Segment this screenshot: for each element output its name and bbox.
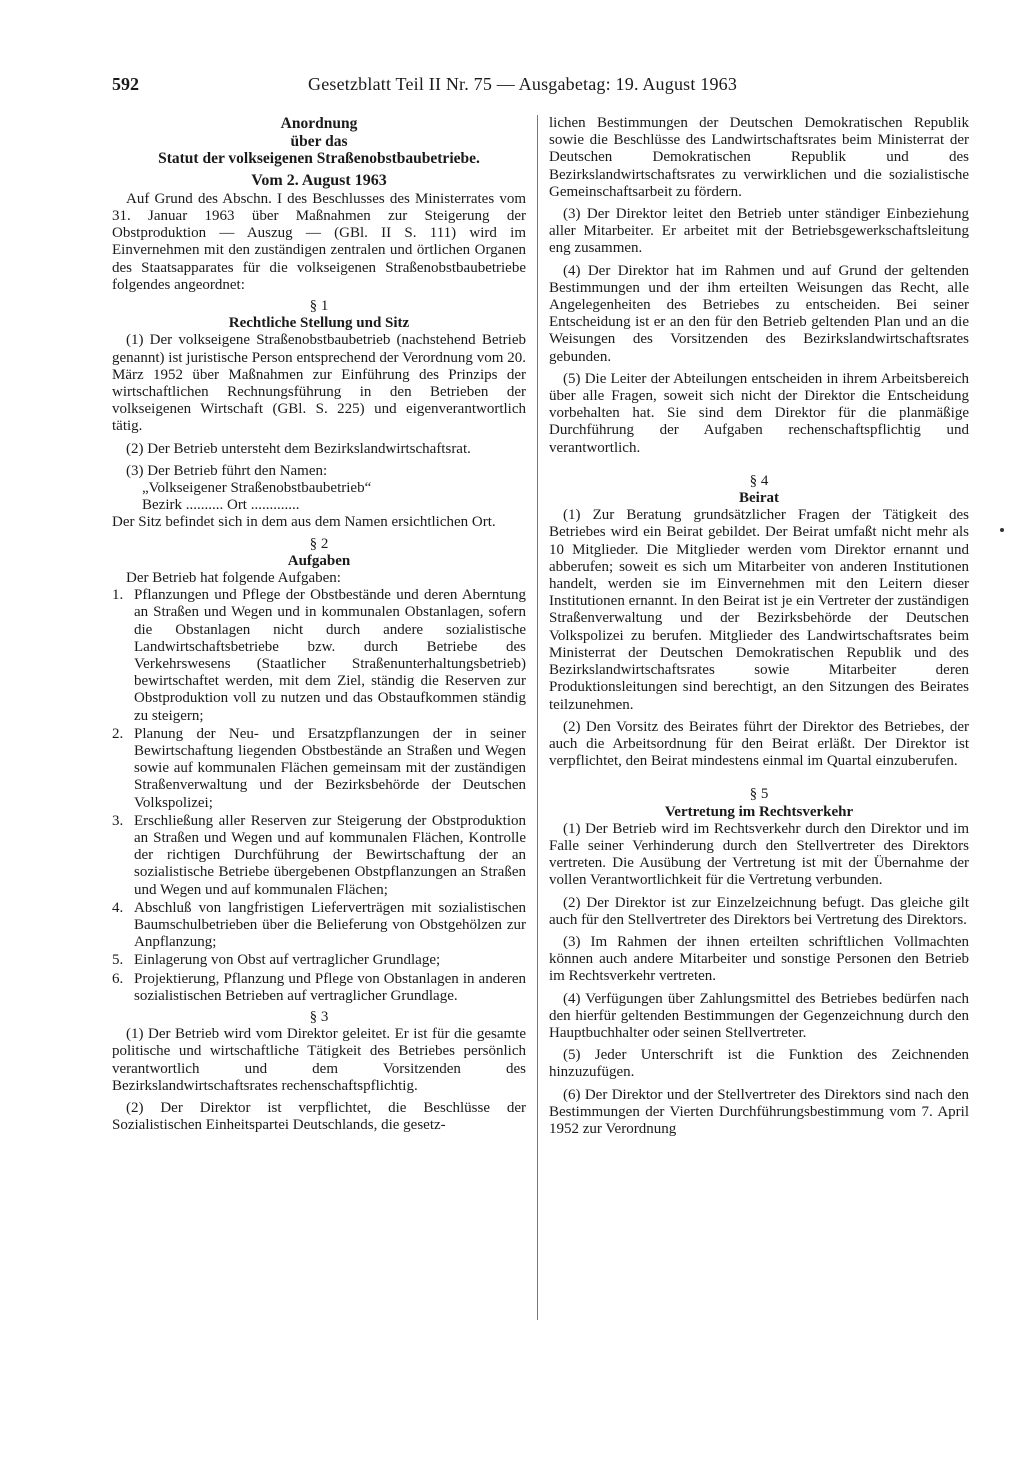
section-5-para-3: (3) Im Rahmen der ihnen erteilten schriftlichen Vollmachten können auch andere Mitarbeiter und sonstige Personen den Betrieb im Rechtsverkehr vertreten. (549, 933, 969, 985)
list-item-number: 2. (112, 725, 124, 742)
section-4-para-2: (2) Den Vorsitz des Beirates führt der Direktor des Betriebes, der auch die Arbeitsordnung für den Beirat erläßt. Der Direktor ist verpflichtet, den Beirat mindestens einmal im Quartal einzuberufen. (549, 718, 969, 770)
doc-date: Vom 2. August 1963 (251, 171, 387, 189)
preamble: Auf Grund des Abschn. I des Beschlusses des Ministerrates vom 31. Januar 1963 über Maßnahmen zur Steigerung der Obstproduktion — Auszug — (GBl. II S. 111) wird im Einvernehmen mit den zuständigen zentralen und örtlichen Organen des Staatsapparates für die volkseigenen Straßenobstbaubetriebe folgendes angeordnet: (112, 190, 526, 293)
section-3-number: § 3 (309, 1009, 329, 1026)
list-item-number: 1. (112, 587, 124, 604)
list-item-number: 4. (112, 899, 124, 916)
doc-title-line3: Statut der volkseigenen Straßenobstbaubetriebe. (158, 150, 480, 167)
section-4-heading: Beirat (739, 490, 779, 507)
list-item (112, 587, 526, 725)
section-1-seat: Der Sitz befindet sich in dem aus dem Namen ersichtlichen Ort. (112, 514, 496, 531)
section-3-para-2-continued: lichen Bestimmungen der Deutschen Demokratischen Republik sowie die Beschlüsse des Landwirtschaftsrates beim Ministerrat der Deutschen Demokratischen Republik und des Bezirkslandwirtschaftsrates zu verwirklichen und die sozialistische Gemeinschaftsarbeit zu fördern. (549, 115, 969, 200)
section-2-number: § 2 (309, 535, 329, 552)
bezirk-ort-line: Bezirk .......... Ort ............. (142, 497, 300, 514)
section-2-heading: Aufgaben (287, 552, 351, 569)
section-3-para-4: (4) Der Direktor hat im Rahmen und auf Grund der geltenden Bestimmungen und der ihm erteilten Weisungen das Recht, alle Angelegenheiten des Betriebes zu entscheiden. Bei seiner Entscheidung ist er an den für den Betrieb geltenden Plan und an die Weisungen des Vorsitzenden des Bezirkslandwirtschaftsrates gebunden. (549, 262, 969, 365)
task-list (112, 587, 526, 1005)
section-2-intro: Der Betrieb hat folgende Aufgaben: (126, 569, 341, 586)
list-item-text: Abschluß von langfristigen Lieferverträgen mit sozialistischen Baumschulbetrieben über die Belieferung von Obstgehölzen zur Anpflanzung; (134, 899, 526, 951)
doc-title-line1: Anordnung (280, 115, 358, 132)
section-5-number: § 5 (749, 786, 769, 803)
list-item (112, 813, 526, 899)
section-3-para-3: (3) Der Direktor leitet den Betrieb unter ständiger Einbeziehung aller Mitarbeiter. Er arbeitet mit der Betriebsgewerkschaftsleitung eng zusammen. (549, 206, 969, 257)
list-item-text: Einlagerung von Obst auf vertraglicher Grundlage; (134, 952, 441, 969)
section-1-number: § 1 (309, 297, 329, 314)
left-column (112, 115, 526, 1134)
page-header (112, 74, 964, 104)
company-name: „Volkseigener Straßenobstbaubetrieb“ (142, 479, 372, 496)
section-3-para-2: (2) Der Direktor ist verpflichtet, die Beschlüsse der Sozialistischen Einheitspartei Deutschlands, die gesetz- (112, 1100, 526, 1134)
list-item (112, 900, 526, 952)
section-5-para-6: (6) Der Direktor und der Stellvertreter des Direktors sind nach den Bestimmungen der Vierten Durchführungsbestimmung vom 7. April 1952 zur Verordnung (549, 1086, 969, 1137)
section-5-heading: Vertretung im Rechtsverkehr (664, 803, 854, 820)
list-item-text: Pflanzungen und Pflege der Obstbestände und deren Aberntung an Straßen und Wegen und in kommunalen Obstanlagen, sofern die Obstanlagen nicht durch andere sozialistische Landwirtschaftsbetriebe bzw. durch Betriebe des Verkehrswesens (Staatlicher Straßenunterhaltungsbetrieb) bewirtschaftet werden, mit dem Ziel, ständig die Reserven zur Obstproduktion voll zu nutzen und das Obstaufkommen ständig zu steigern; (134, 587, 526, 724)
list-item-text: Planung der Neu- und Ersatzpflanzungen der in seiner Bewirtschaftung liegenden Obstbestände an Straßen und Wegen sowie auf kommunalen Flächen gemeinsam mit der zuständigen Straßenverwaltung und der Bezirksbehörde der Deutschen Volkspolizei; (134, 725, 526, 811)
margin-dot (1000, 528, 1004, 532)
list-item-text: Erschließung aller Reserven zur Steigerung der Obstproduktion an Straßen und Wegen und auf kommunalen Flächen, Kontrolle der richtigen Durchführung der Bewirtschaftung der an sozialistische Betriebe übergebenen Obstpflanzungen an Straßen und Wegen und auf kommunalen Flächen; (134, 812, 526, 898)
list-item (112, 971, 526, 1005)
column-divider (537, 115, 538, 1320)
page-number: 592 (112, 74, 139, 94)
list-item-number: 3. (112, 812, 124, 829)
section-1-para-1: (1) Der volkseigene Straßenobstbaubetrieb (nachstehend Betrieb genannt) ist juristische Person entsprechend der Verordnung vom 20. März 1952 über Maßnahmen zur Einführung des Prinzips der wirtschaftlichen Rechnungsführung in den Betrieben der volkseigenen Wirtschaft (GBl. S. 225) und eigenverantwortlich tätig. (112, 332, 526, 435)
list-item-text: Projektierung, Pflanzung und Pflege von Obstanlagen in anderen sozialistischen Betrieben auf vertraglicher Grundlage. (134, 970, 526, 1004)
list-item (112, 952, 526, 969)
section-1-heading: Rechtliche Stellung und Sitz (228, 315, 410, 332)
section-5-para-1: (1) Der Betrieb wird im Rechtsverkehr durch den Direktor und im Falle seiner Verhinderung durch den Stellvertreter des Direktors vertreten. Die Ausübung der Vertretung ist mit der Übernahme der vollen Verantwortlichkeit für die Vertretung verbunden. (549, 820, 969, 889)
section-3-para-1: (1) Der Betrieb wird vom Direktor geleitet. Er ist für die gesamte politische und wirtschaftliche Tätigkeit des Betriebes persönlich verantwortlich und dem Vorsitzenden des Bezirkslandwirtschaftsrates rechenschaftspflichtig. (112, 1026, 526, 1094)
section-1-para-3: (3) Der Betrieb führt den Namen: (126, 462, 328, 479)
section-4-para-1: (1) Zur Beratung grundsätzlicher Fragen der Tätigkeit des Betriebes wird ein Beirat gebildet. Der Beirat umfaßt nicht mehr als 10 Mitglieder. Die Mitglieder werden vom Direktor ernannt und abberufen; soweit es sich um Mitarbeiter von anderen Institutionen handelt, werden sie im Einvernehmen mit den Leitern dieser Institutionen ernannt. In den Beirat ist je ein Vertreter der zuständigen Straßenverwaltung und der Bezirksbehörde der Deutschen Volkspolizei zu berufen. Mitglieder des Landwirtschaftsrates beim Ministerrat der Deutschen Demokratischen Republik und des Bezirkslandwirtschaftsrates sowie Mitarbeiter deren Produktionsleitungen sind berechtigt, an den Sitzungen des Beirates teilzunehmen. (549, 507, 969, 713)
list-item (112, 726, 526, 812)
section-1-para-2: (2) Der Betrieb untersteht dem Bezirkslandwirtschaftsrat. (126, 440, 471, 457)
running-head: Gesetzblatt Teil II Nr. 75 — Ausgabetag: 19. August 1963 (308, 74, 738, 94)
section-5-para-5: (5) Jeder Unterschrift ist die Funktion des Zeichnenden hinzuzufügen. (549, 1047, 969, 1081)
section-5-para-4: (4) Verfügungen über Zahlungsmittel des Betriebes bedürfen nach den hierfür geltenden Bestimmungen der Gegenzeichnung durch den Hauptbuchhalter oder seinen Stellvertreter. (549, 990, 969, 1041)
doc-title-line2: über das (290, 132, 348, 150)
section-4-number: § 4 (749, 472, 769, 489)
list-item-number: 6. (112, 970, 124, 987)
right-column (549, 115, 969, 1138)
section-3-para-5: (5) Die Leiter der Abteilungen entscheiden in ihrem Arbeitsbereich über alle Fragen, soweit sich nicht der Direktor die Entscheidung vorbehalten hat. Sie sind dem Direktor für die planmäßige Durchführung der Aufgaben rechenschaftspflichtig und verantwortlich. (549, 370, 969, 456)
section-5-para-2: (2) Der Direktor ist zur Einzelzeichnung befugt. Das gleiche gilt auch für den Stellvertreter des Direktors bei Vertretung des Direktors. (549, 894, 969, 928)
list-item-number: 5. (112, 952, 124, 969)
